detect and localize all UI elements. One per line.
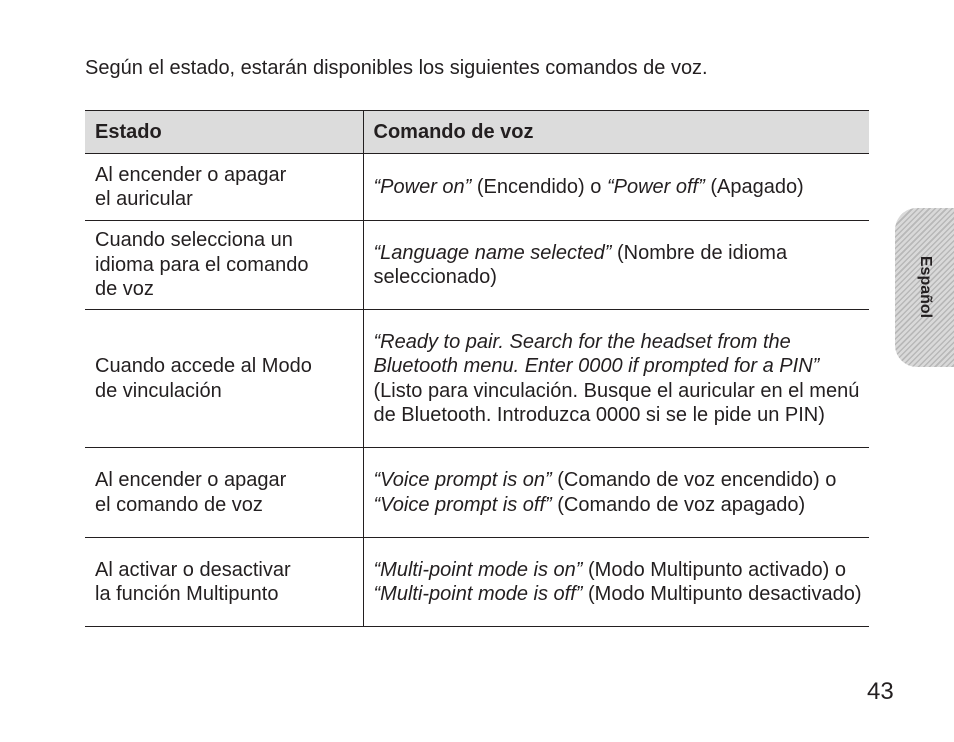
state-line: Al encender o apagar — [95, 469, 287, 491]
state-line: el auricular — [95, 188, 193, 210]
command-translation: (Modo Multipunto activado) o — [582, 558, 846, 581]
voice-command-phrase: “Multi-point mode is on” — [373, 558, 583, 581]
voice-command-phrase: “Power on” — [373, 175, 472, 198]
state-cell — [85, 221, 363, 310]
voice-command-table — [85, 110, 869, 627]
state-line: Cuando selecciona un — [95, 229, 293, 252]
command-cell — [363, 221, 869, 310]
voice-command-phrase: “Power off” — [606, 175, 705, 198]
language-tab-label: Español — [917, 255, 934, 319]
state-line: la función Multipunto — [95, 583, 279, 605]
command-translation: (Encendido) o — [471, 175, 607, 198]
command-translation: (Nombre de idioma seleccionado) — [373, 241, 788, 288]
table-row — [85, 154, 869, 221]
command-cell — [363, 310, 869, 448]
command-translation: (Comando de voz encendido) o — [551, 469, 837, 491]
command-translation: (Modo Multipunto desactivado) — [582, 583, 862, 605]
table-row — [85, 538, 869, 627]
state-cell — [85, 154, 363, 221]
header-estado: Estado — [85, 111, 363, 154]
intro-text: Según el estado, estarán disponibles los siguientes comandos de voz. — [85, 57, 708, 79]
command-cell — [363, 154, 869, 221]
state-cell — [85, 538, 363, 627]
state-line: de voz — [95, 278, 154, 301]
state-cell — [85, 448, 363, 538]
state-cell — [85, 310, 363, 448]
command-translation: (Listo para vinculación. Busque el auricular en el menú de Bluetooth. Introduzca 0000 si se le pide un PIN) — [373, 379, 860, 426]
page-number: 43 — [867, 678, 894, 705]
table-row — [85, 448, 869, 538]
voice-command-phrase: “Voice prompt is off” — [373, 493, 552, 516]
state-line: idioma para el comando — [95, 253, 309, 276]
voice-command-phrase: “Language name selected” — [373, 241, 612, 264]
voice-command-phrase: “Voice prompt is on” — [373, 469, 552, 491]
command-translation: (Apagado) — [704, 175, 804, 198]
state-line: el comando de voz — [95, 493, 263, 516]
table-row — [85, 221, 869, 310]
command-cell — [363, 448, 869, 538]
voice-command-phrase: “Multi-point mode is off” — [373, 583, 583, 605]
table-header-row — [85, 111, 869, 154]
table-row — [85, 310, 869, 448]
command-translation: (Comando de voz apagado) — [551, 493, 806, 516]
state-line: Cuando accede al Modo — [95, 355, 312, 377]
state-line: de vinculación — [95, 379, 222, 402]
state-line: Al encender o apagar — [95, 163, 287, 186]
header-comando: Comando de voz — [363, 111, 869, 154]
command-cell — [363, 538, 869, 627]
state-line: Al activar o desactivar — [95, 558, 291, 581]
voice-command-phrase: “Ready to pair. Search for the headset from the Bluetooth menu. Enter 0000 if prompted for a PIN” — [373, 330, 820, 377]
